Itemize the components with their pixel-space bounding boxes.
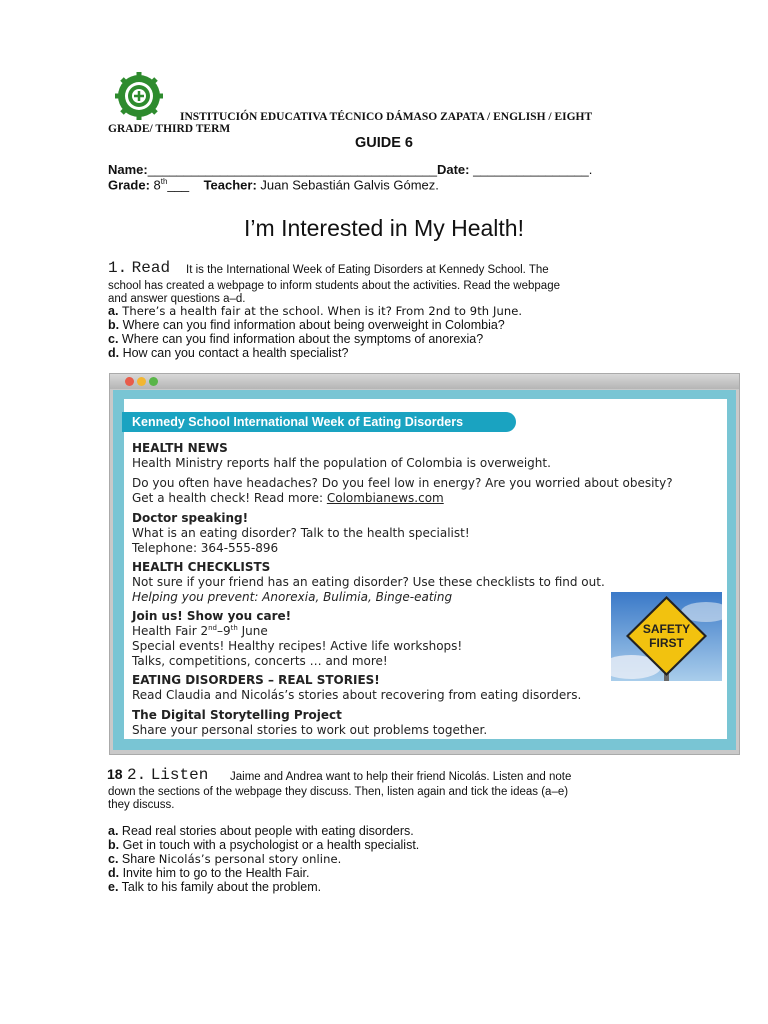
section1-intro-3: and answer questions a–d. — [108, 293, 246, 305]
item-letter: d. — [108, 866, 120, 880]
fair-text-3: June — [237, 624, 268, 638]
window-titlebar — [110, 374, 739, 389]
institution-line-2: GRADE/ THIRD TERM — [108, 123, 231, 135]
question-letter: b. — [108, 318, 120, 332]
fair-line-2: Special events! Healthy recipes! Active life workshops! — [132, 639, 463, 653]
stories-line: Read Claudia and Nicolás’s stories about recovering from eating disorders. — [132, 688, 582, 702]
item-text: Share — [118, 852, 159, 866]
teacher-label: Teacher: — [203, 177, 257, 193]
sign-text-1: SAFETY — [642, 622, 691, 636]
fair-sup-1: nd — [208, 624, 217, 632]
news-line-3-text: Get a health check! Read more: — [132, 491, 327, 505]
item-letter: c. — [108, 852, 119, 866]
item-text: Invite him to go to the Health Fair. — [119, 866, 310, 880]
webpage-banner: Kennedy School International Week of Eating Disorders — [122, 412, 516, 432]
item-letter: e. — [108, 880, 119, 894]
news-line-1: Health Ministry reports half the population of Colombia is overweight. — [132, 456, 551, 470]
teacher-name: Juan Sebastián Galvis Gómez. — [256, 177, 439, 193]
page-title: I’m Interested in My Health! — [244, 215, 524, 241]
section1-number: 1. — [108, 259, 128, 277]
health-news-heading: HEALTH NEWS — [132, 441, 228, 455]
listen-item-c — [108, 852, 341, 866]
section2-intro-3: they discuss. — [108, 799, 175, 811]
stories-heading: EATING DISORDERS – REAL STORIES! — [132, 673, 380, 687]
checklists-heading: HEALTH CHECKLISTS — [132, 560, 271, 574]
join-heading: Join us! Show you care! — [132, 609, 292, 623]
name-blank[interactable]: ________________________________________ — [147, 162, 437, 177]
doctor-phone: Telephone: 364-555-896 — [132, 541, 279, 555]
fair-line-3: Talks, competitions, concerts … and more! — [132, 654, 388, 668]
colombianews-link[interactable]: Colombianews.com — [326, 491, 444, 505]
section1-title: Read — [131, 259, 171, 277]
question-a — [108, 304, 522, 318]
item-text: Read real stories about people with eating disorders. — [118, 824, 414, 838]
project-line: Share your personal stories to work out problems together. — [132, 723, 488, 737]
webpage-frame — [113, 390, 736, 750]
question-b — [108, 318, 505, 332]
grade-sup: th — [160, 177, 168, 186]
section2-intro-2: down the sections of the webpage they discuss. Then, listen again and tick the ideas (a–e) — [108, 786, 569, 798]
question-text: How can you contact a health specialist? — [119, 346, 349, 360]
section1-heading — [108, 259, 170, 277]
question-text: Where can you find information about being overweight in Colombia? — [119, 318, 505, 332]
fair-text-2: –9 — [216, 624, 231, 638]
section2-intro-1: Jaime and Andrea want to help their friend Nicolás. Listen and note — [230, 771, 572, 783]
fair-sup-2: th — [230, 624, 238, 632]
item-letter: b. — [108, 838, 120, 852]
news-line-3 — [132, 491, 444, 505]
sign-text-2: FIRST — [649, 636, 684, 650]
item-letter: a. — [108, 824, 119, 838]
school-logo — [106, 72, 172, 120]
item-text-light: Nicolás’s personal story online. — [158, 852, 342, 866]
close-dot-icon[interactable] — [125, 377, 134, 386]
listen-item-a — [108, 824, 414, 838]
webpage-content — [124, 399, 727, 739]
section1-intro-1: It is the International Week of Eating Disorders at Kennedy School. The — [186, 264, 549, 276]
listen-item-d — [108, 866, 309, 880]
date-blank[interactable]: ________________. — [469, 162, 593, 177]
doctor-line-1: What is an eating disorder? Talk to the health specialist! — [132, 526, 470, 540]
grade-value: 8 — [149, 177, 161, 193]
item-text: Talk to his family about the problem. — [118, 880, 322, 894]
listen-item-b — [108, 838, 419, 852]
checklists-line-1: Not sure if your friend has an eating disorder? Use these checklists to find out. — [132, 575, 605, 589]
question-letter: c. — [108, 332, 119, 346]
name-date-line — [108, 162, 592, 177]
question-letter: d. — [108, 346, 120, 360]
listen-item-e — [108, 880, 321, 894]
question-d — [108, 346, 348, 360]
question-text: There’s a health fair at the school. When is it? From 2nd to 9th June. — [118, 304, 523, 318]
section1-intro-2: school has created a webpage to inform students about the activities. Read the webpage — [108, 280, 560, 292]
name-label: Name: — [108, 162, 148, 177]
question-c — [108, 332, 483, 346]
question-letter: a. — [108, 304, 119, 318]
checklists-line-2: Helping you prevent: Anorexia, Bulimia, Binge-eating — [132, 590, 453, 604]
doctor-heading: Doctor speaking! — [132, 511, 249, 525]
grade-blank[interactable]: ___ — [167, 177, 190, 193]
fair-dates — [132, 624, 268, 638]
grade-teacher-line — [108, 177, 439, 192]
maximize-dot-icon[interactable] — [149, 377, 158, 386]
safety-sign-icon — [611, 592, 722, 681]
safety-first-image — [611, 592, 722, 681]
section2-heading — [107, 766, 208, 784]
section2-title: Listen — [150, 766, 209, 784]
fair-text-1: Health Fair 2 — [132, 624, 209, 638]
item-text: Get in touch with a psychologist or a health specialist. — [119, 838, 420, 852]
minimize-dot-icon[interactable] — [137, 377, 146, 386]
guide-number: GUIDE 6 — [354, 135, 413, 151]
news-line-2: Do you often have headaches? Do you feel low in energy? Are you worried about obesity? — [132, 476, 673, 490]
section2-number: 2. — [127, 766, 147, 784]
grade-label: Grade: — [108, 177, 150, 193]
webpage-window — [109, 373, 740, 755]
date-label: Date: — [436, 162, 470, 177]
track-number: 18 — [107, 766, 123, 782]
question-text: Where can you find information about the symptoms of anorexia? — [118, 332, 484, 346]
project-heading: The Digital Storytelling Project — [132, 708, 342, 722]
institution-line-1: INSTITUCIÓN EDUCATIVA TÉCNICO DÁMASO ZAPATA / ENGLISH / EIGHT — [180, 111, 593, 123]
